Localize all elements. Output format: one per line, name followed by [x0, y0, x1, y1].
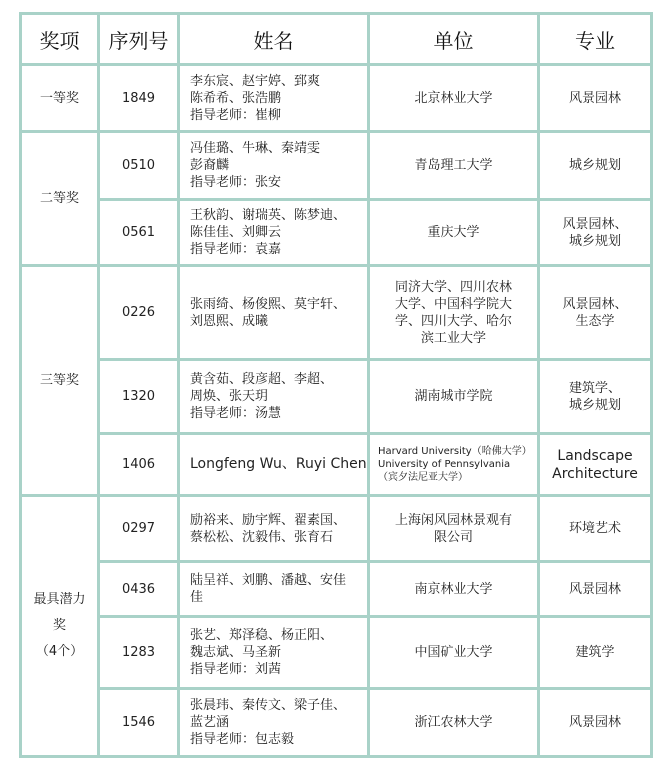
- major-cell: 环境艺术: [539, 496, 652, 562]
- unit-cell: 同济大学、四川农林 大学、中国科学院大 学、四川大学、哈尔 滨工业大学: [369, 266, 539, 360]
- major-cell: 风景园林: [539, 562, 652, 617]
- header-unit: 单位: [369, 14, 539, 65]
- table-row: [21, 689, 652, 757]
- serial-cell: 1406: [99, 434, 179, 496]
- header-row: [21, 14, 652, 65]
- unit-cell: 湖南城市学院: [369, 360, 539, 434]
- header-major: 专业: [539, 14, 652, 65]
- serial-cell: 0297: [99, 496, 179, 562]
- name-cell: 王秋韵、谢瑞英、陈梦迪、 陈佳佳、刘卿云 指导老师：袁嘉: [179, 200, 369, 266]
- name-cell: 张雨绮、杨俊熙、莫宇轩、 刘恩熙、成曦: [179, 266, 369, 360]
- header-name: 姓名: [179, 14, 369, 65]
- header-serial: 序列号: [99, 14, 179, 65]
- major-cell: 城乡规划: [539, 132, 652, 200]
- table-row: [21, 200, 652, 266]
- table-row: [21, 266, 652, 360]
- name-cell: 励裕来、励宇辉、翟素国、 蔡松松、沈毅伟、张育石: [179, 496, 369, 562]
- name-cell: 冯佳璐、牛琳、秦靖雯 彭裔麟 指导老师：张安: [179, 132, 369, 200]
- serial-cell: 1849: [99, 65, 179, 132]
- table-row: [21, 496, 652, 562]
- awards-table-wrapper: [19, 12, 653, 758]
- major-cell: 建筑学: [539, 617, 652, 689]
- unit-cell: 上海闲风园林景观有 限公司: [369, 496, 539, 562]
- major-cell: Landscape Architecture: [539, 434, 652, 496]
- table-row: [21, 617, 652, 689]
- table-row: [21, 562, 652, 617]
- award-cell: 二等奖: [21, 132, 99, 266]
- serial-cell: 0561: [99, 200, 179, 266]
- award-cell: 一等奖: [21, 65, 99, 132]
- unit-cell: 北京林业大学: [369, 65, 539, 132]
- name-cell: 陆呈祥、刘鹏、潘越、安佳 佳: [179, 562, 369, 617]
- unit-cell: 南京林业大学: [369, 562, 539, 617]
- name-cell: 李东宸、赵宇婷、郅爽 陈希希、张浩鹏 指导老师：崔柳: [179, 65, 369, 132]
- name-cell: Longfeng Wu、Ruyi Chen: [179, 434, 369, 496]
- major-cell: 风景园林、 生态学: [539, 266, 652, 360]
- serial-cell: 1283: [99, 617, 179, 689]
- award-cell: 三等奖: [21, 266, 99, 496]
- major-cell: 风景园林: [539, 65, 652, 132]
- table-row: [21, 360, 652, 434]
- serial-cell: 1546: [99, 689, 179, 757]
- major-cell: 建筑学、 城乡规划: [539, 360, 652, 434]
- table-row: [21, 434, 652, 496]
- unit-cell: 重庆大学: [369, 200, 539, 266]
- serial-cell: 0226: [99, 266, 179, 360]
- header-award: 奖项: [21, 14, 99, 65]
- unit-cell: Harvard University（哈佛大学） University of Pennsylvania （宾夕法尼亚大学）: [369, 434, 539, 496]
- serial-cell: 0436: [99, 562, 179, 617]
- table-row: [21, 132, 652, 200]
- serial-cell: 0510: [99, 132, 179, 200]
- serial-cell: 1320: [99, 360, 179, 434]
- name-cell: 张艺、郑泽稳、杨正阳、 魏志斌、马圣新 指导老师：刘茜: [179, 617, 369, 689]
- major-cell: 风景园林: [539, 689, 652, 757]
- name-cell: 张晨玮、秦传文、梁子佳、 蓝艺涵 指导老师：包志毅: [179, 689, 369, 757]
- table-row: [21, 65, 652, 132]
- awards-table: [19, 12, 653, 758]
- award-cell: 最具潜力 奖 （4个）: [21, 496, 99, 757]
- name-cell: 黄含茹、段彦超、李超、 周焕、张天玥 指导老师：汤慧: [179, 360, 369, 434]
- major-cell: 风景园林、 城乡规划: [539, 200, 652, 266]
- unit-cell: 青岛理工大学: [369, 132, 539, 200]
- unit-cell: 中国矿业大学: [369, 617, 539, 689]
- unit-cell: 浙江农林大学: [369, 689, 539, 757]
